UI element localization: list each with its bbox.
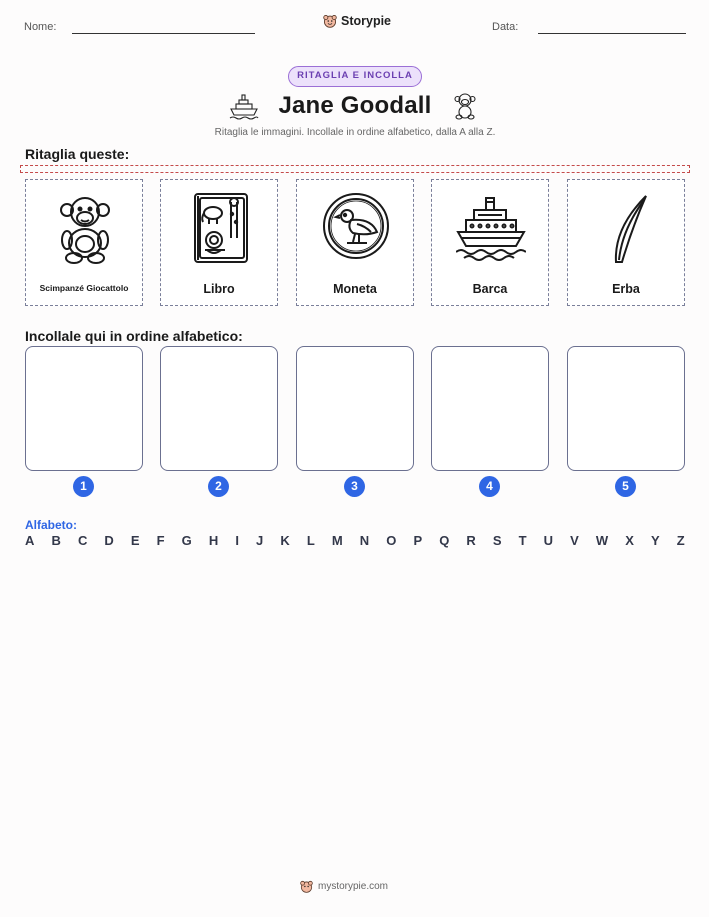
- slot-number-badge: 5: [615, 476, 636, 497]
- card-coin[interactable]: [296, 179, 414, 306]
- alphabet-letter: X: [625, 533, 634, 548]
- alphabet-letter: L: [306, 533, 315, 548]
- alphabet-letter: O: [386, 533, 397, 548]
- alphabet-letter: C: [77, 533, 88, 548]
- card-toy-monkey[interactable]: [25, 179, 143, 306]
- alphabet-letter: K: [280, 533, 290, 548]
- alphabet-letter: J: [256, 533, 264, 548]
- brand-name: Storypie: [341, 14, 392, 28]
- alphabet-letter: A: [25, 533, 35, 548]
- grass-icon: [592, 188, 662, 270]
- alphabet-letter: W: [595, 533, 609, 548]
- alphabet-letter: Z: [676, 533, 685, 548]
- card-label: Erba: [612, 282, 640, 296]
- date-label: Data:: [492, 21, 519, 33]
- alphabet-letter: U: [543, 533, 554, 548]
- brand-logo: [323, 14, 391, 28]
- toy-monkey-icon: [451, 91, 479, 121]
- slot-number-badge: 2: [208, 476, 229, 497]
- coin-icon: [321, 188, 391, 270]
- alphabet-letter: I: [235, 533, 239, 548]
- card-ship[interactable]: [431, 179, 549, 306]
- storypie-face-icon: [323, 14, 337, 28]
- paste-slot-3[interactable]: [296, 346, 414, 471]
- alphabet-letter: S: [492, 533, 502, 548]
- toy-monkey-icon: [50, 188, 120, 270]
- card-grass[interactable]: [567, 179, 685, 306]
- cut-section-title: Ritaglia queste:: [25, 146, 130, 162]
- name-label: Nome:: [24, 21, 57, 33]
- alphabet-letter: R: [466, 533, 476, 548]
- alphabet-letter: T: [518, 533, 527, 548]
- date-line[interactable]: [538, 33, 686, 34]
- alphabet-letter: Q: [439, 533, 450, 548]
- ship-icon: [456, 188, 526, 270]
- page-title: Jane Goodall: [278, 92, 432, 119]
- alphabet-letter: F: [156, 533, 165, 548]
- slot-number-badge: 3: [344, 476, 365, 497]
- paste-slot-1[interactable]: [25, 346, 143, 471]
- card-label: Barca: [472, 282, 508, 296]
- alphabet-letter: Y: [650, 533, 660, 548]
- alphabet-letter: P: [413, 533, 423, 548]
- activity-badge: RITAGLIA E INCOLLA: [288, 66, 422, 87]
- slot-number-badge: 4: [479, 476, 500, 497]
- alphabet-letter: M: [331, 533, 343, 548]
- alphabet-letter: D: [104, 533, 114, 548]
- alphabet-letter: N: [359, 533, 370, 548]
- slot-number-badge: 1: [73, 476, 94, 497]
- alphabet-title: Alfabeto:: [25, 518, 77, 532]
- storypie-face-icon: [300, 880, 313, 893]
- alphabet-letter: E: [130, 533, 140, 548]
- card-label: Libro: [203, 282, 235, 296]
- alphabet-letter: B: [51, 533, 61, 548]
- instructions: Ritaglia le immagini. Incollale in ordine alfabetico, dalla A alla Z.: [214, 127, 496, 138]
- name-line[interactable]: [72, 33, 255, 34]
- card-label: Scimpanzé Giocattolo: [39, 283, 129, 293]
- footer-url[interactable]: mystorypie.com: [318, 881, 389, 892]
- footer: [300, 880, 420, 893]
- paste-slot-2[interactable]: [160, 346, 278, 471]
- alphabet-row: [25, 533, 685, 548]
- paste-section-title: Incollale qui in ordine alfabetico:: [25, 328, 243, 344]
- book-icon: [185, 188, 255, 270]
- paste-slot-5[interactable]: [567, 346, 685, 471]
- alphabet-letter: V: [570, 533, 579, 548]
- paste-slot-4[interactable]: [431, 346, 549, 471]
- alphabet-letter: H: [208, 533, 219, 548]
- alphabet-letter: G: [181, 533, 192, 548]
- card-label: Moneta: [333, 282, 377, 296]
- cut-line: [20, 165, 690, 173]
- card-book[interactable]: [160, 179, 278, 306]
